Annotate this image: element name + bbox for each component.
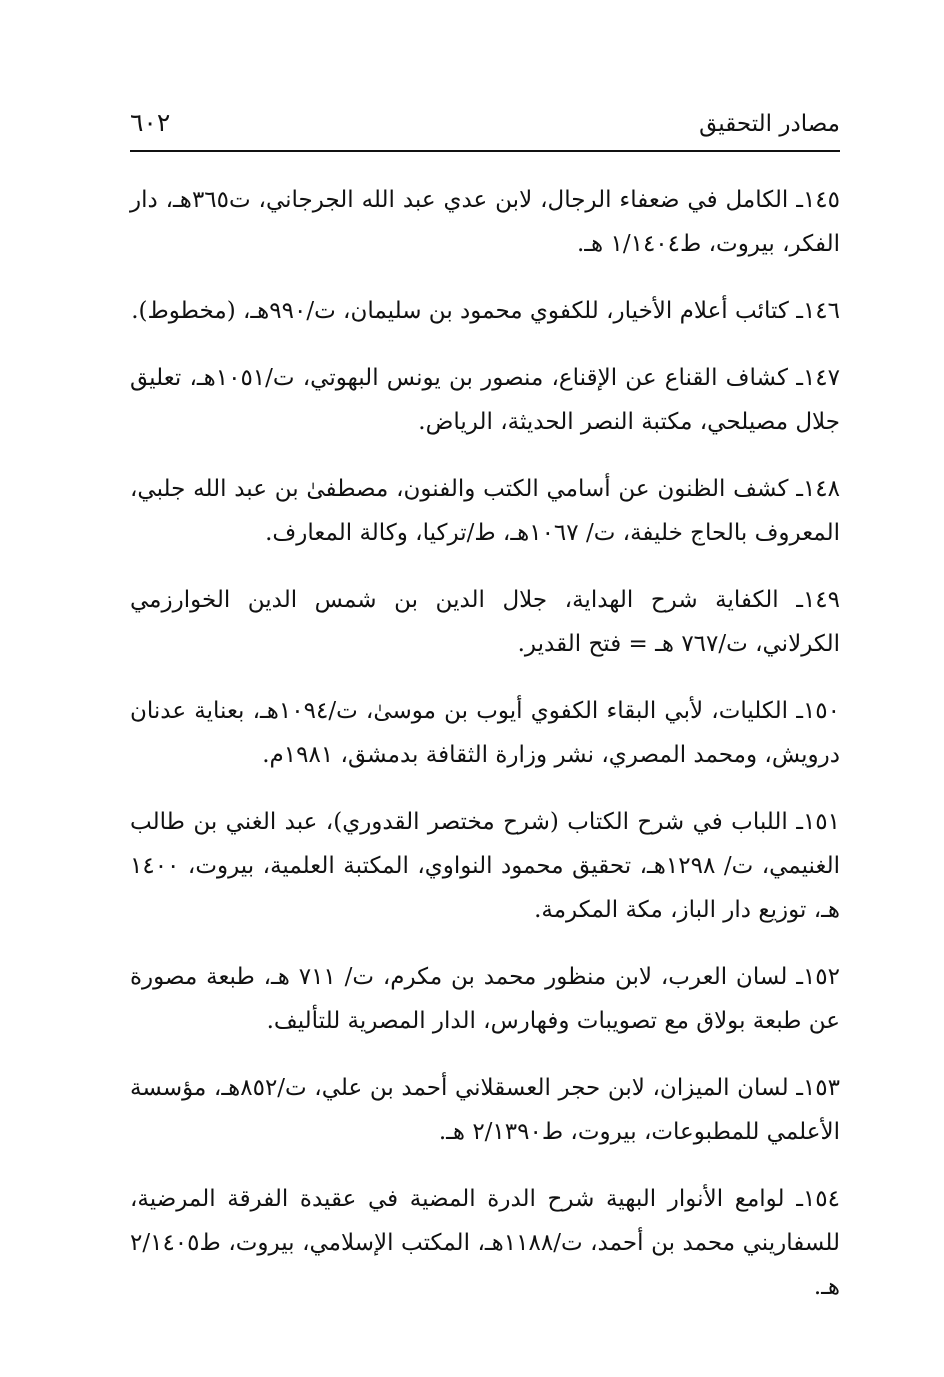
bibliography-entry-151 <box>130 800 840 932</box>
entry-text: كشاف القناع عن الإقناع، منصور بن يونس البهوتي، ت/١٠٥١هـ، تعليق جلال مصيلحي، مكتبة النصر الحديثة، الرياض. <box>130 365 840 435</box>
bibliography-entry-153 <box>130 1066 840 1154</box>
entry-number: ١٤٥ـ <box>796 187 841 213</box>
running-title: مصادر التحقيق <box>699 111 840 137</box>
bibliography-entry-150 <box>130 689 840 777</box>
bibliography-entry-154 <box>130 1177 840 1309</box>
bibliography-list <box>130 178 840 1309</box>
entry-text: لسان العرب، لابن منظور محمد بن مكرم، ت/ ٧١١ هـ، طبعة مصورة عن طبعة بولاق مع تصويبات وفهارس، الدار المصرية للتأليف. <box>130 964 840 1034</box>
entry-text: الكفاية شرح الهداية، جلال الدين بن شمس الدين الخوارزمي الكرلاني، ت/٧٦٧ هـ = فتح القدير. <box>130 587 840 657</box>
entry-number: ١٥٣ـ <box>796 1075 841 1101</box>
bibliography-entry-145 <box>130 178 840 266</box>
book-page <box>130 108 840 1320</box>
bibliography-entry-148 <box>130 467 840 555</box>
running-header <box>130 108 840 152</box>
page-number: ٦٠٢ <box>130 108 171 137</box>
bibliography-entry-152 <box>130 955 840 1043</box>
entry-text: لسان الميزان، لابن حجر العسقلاني أحمد بن علي، ت/٨٥٢هـ، مؤسسة الأعلمي للمطبوعات، بيروت، ط٢/١٣٩٠ هـ. <box>130 1075 840 1145</box>
bibliography-entry-147 <box>130 356 840 444</box>
entry-text: كشف الظنون عن أسامي الكتب والفنون، مصطفىٰ بن عبد الله جلبي، المعروف بالحاج خليفة، ت/ ١٠٦٧هـ، ط/تركيا، وكالة المعارف. <box>130 476 840 546</box>
entry-text: كتائب أعلام الأخيار، للكفوي محمود بن سليمان، ت/٩٩٠هـ، (مخطوط). <box>131 298 789 324</box>
entry-number: ١٥٠ـ <box>796 698 841 724</box>
entry-number: ١٤٨ـ <box>796 476 841 502</box>
entry-text: الكليات، لأبي البقاء الكفوي أيوب بن موسىٰ، ت/١٠٩٤هـ، بعناية عدنان درويش، ومحمد المصري، نشر وزارة الثقافة بدمشق، ١٩٨١م. <box>130 698 840 768</box>
entry-text: اللباب في شرح الكتاب (شرح مختصر القدوري)، عبد الغني بن طالب الغنيمي، ت/ ١٢٩٨هـ، تحقيق محمود النواوي، المكتبة العلمية، بيروت، ١٤٠٠ هـ، توزيع دار الباز، مكة المكرمة. <box>130 809 840 923</box>
bibliography-entry-146 <box>130 289 840 333</box>
entry-number: ١٤٧ـ <box>796 365 841 391</box>
entry-text: الكامل في ضعفاء الرجال، لابن عدي عبد الله الجرجاني، ت٣٦٥هـ، دار الفكر، بيروت، ط١/١٤٠٤ هـ. <box>130 187 840 257</box>
entry-number: ١٤٦ـ <box>796 298 840 324</box>
entry-number: ١٥٤ـ <box>796 1186 841 1212</box>
entry-number: ١٤٩ـ <box>796 587 841 613</box>
entry-text: لوامع الأنوار البهية شرح الدرة المضية في عقيدة الفرقة المرضية، للسفاريني محمد بن أحمد، ت/١١٨٨هـ، المكتب الإسلامي، بيروت، ط٢/١٤٠٥ هـ. <box>130 1186 840 1300</box>
entry-number: ١٥٢ـ <box>796 964 841 990</box>
bibliography-entry-149 <box>130 578 840 666</box>
entry-number: ١٥١ـ <box>796 809 841 835</box>
